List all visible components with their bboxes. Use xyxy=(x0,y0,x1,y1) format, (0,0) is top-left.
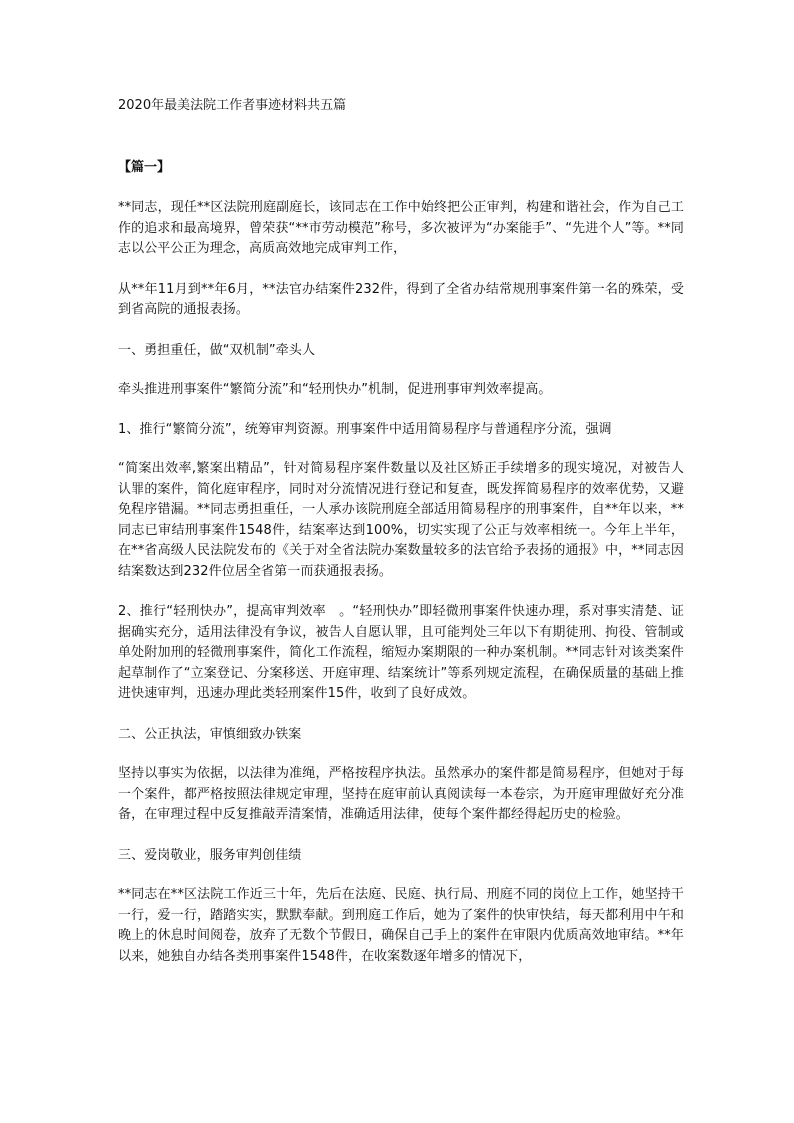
paragraph-part-two-body: 坚持以事实为依据，以法律为准绳，严格按程序执法。虽然承办的案件都是简易程序，但她对于每一个案件，都严格按照法律规定审理，坚持在庭审前认真阅读每一本卷宗，为开庭审理做好充分准备，在审理过程中反复推敲弄清案情，准确适用法律，使每个案件都经得起历史的检验。 xyxy=(118,766,684,822)
paragraph-item-one-lead: 1、推行“繁简分流”，统筹审判资源。刑事案件中适用简易程序与普通程序分流，强调 xyxy=(118,421,612,437)
paragraph-mechanism: 牵头推进刑事案件“繁简分流”和“轻刑快办”机制，促进刑事审判效率提高。 xyxy=(118,382,552,397)
section-heading: 【篇一】 xyxy=(118,160,171,175)
heading-part-one: 一、勇担重任，做“双机制”牵头人 xyxy=(118,342,316,358)
document-title: 2020年最美法院工作者事迹材料共五篇 xyxy=(118,98,347,113)
document-page xyxy=(118,96,684,987)
paragraph-case-record: 从**年11月到**年6月，**法官办结案件232件，得到了全省办结常规刑事案件第一名的殊荣，受到省高院的通报表扬。 xyxy=(118,281,684,317)
heading-part-two: 二、公正执法，审慎细致办铁案 xyxy=(118,726,302,742)
paragraph-intro: **同志，现任**区法院刑庭副庭长，该同志在工作中始终把公正审判，构建和谐社会，作为自己工作的追求和最高境界，曾荣获“**市劳动模范”称号，多次被评为“办案能手”、“先进个人”等。**同志以公平公正为理念，高质高效地完成审判工作， xyxy=(118,200,684,256)
paragraph-item-one-body: “简案出效率,繁案出精品”，针对简易程序案件数量以及社区矫正手续增多的现实境况，对被告人认罪的案件，简化庭审程序，同时对分流情况进行登记和复查，既发挥简易程序的效率优势，又避免程序错漏。**同志勇担重任，一人承办该院刑庭全部适用简易程序的刑事案件，自**年以来，**同志已审结刑事案件1548件，结案率达到100%，切实实现了公正与效率相统一。今年上半年，在**省高级人民法院发布的《关于对全省法院办案数量较多的法官给予表扬的通报》中，**同志因结案数达到232件位居全省第一而获通报表扬。 xyxy=(118,461,684,579)
heading-part-three: 三、爱岗敬业，服务审判创佳绩 xyxy=(118,847,302,863)
paragraph-item-two: 2、推行“轻刑快办”，提高审判效率 。“轻刑快办”即轻微刑事案件快速办理，系对事实清楚、证据确实充分，适用法律没有争议，被告人自愿认罪，且可能判处三年以下有期徒刑、拘役、管制或单处附加刑的轻微刑事案件，简化工作流程，缩短办案期限的一种办案机制。**同志针对该类案件起草制作了“立案登记、分案移送、开庭审理、结案统计”等系列规定流程，在确保质量的基础上推进快速审判，迅速办理此类轻刑案件15件，收到了良好成效。 xyxy=(118,604,684,701)
paragraph-part-three-body: **同志在**区法院工作近三十年，先后在法庭、民庭、执行局、刑庭不同的岗位上工作，她坚持干一行，爱一行，踏踏实实，默默奉献。到刑庭工作后，她为了案件的快审快结，每天都利用中午和晚上的休息时间阅卷，放弃了无数个节假日，确保自己手上的案件在审限内优质高效地审结。**年以来，她独自办结各类刑事案件1548件，在收案数逐年增多的情况下， xyxy=(118,887,684,964)
